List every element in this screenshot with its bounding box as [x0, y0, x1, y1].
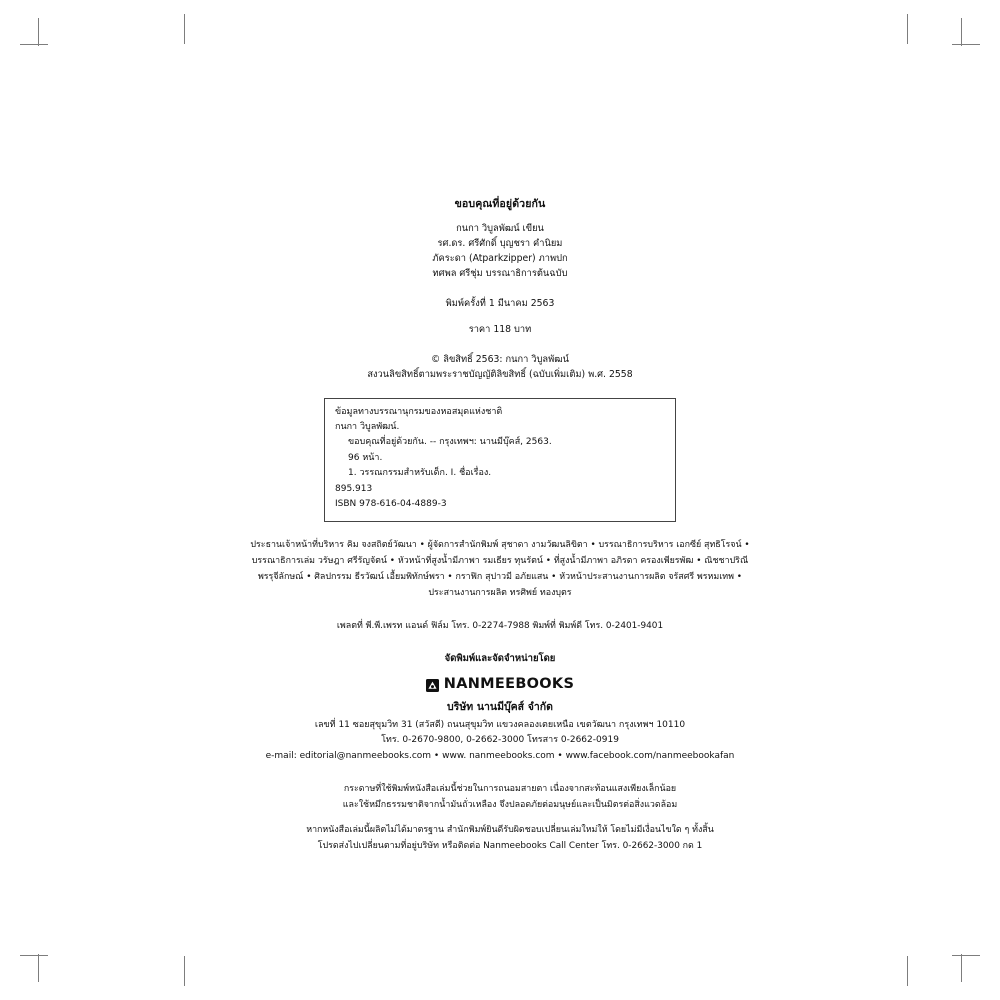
cip-heading: ข้อมูลทางบรรณานุกรมของหอสมุดแห่งชาติ — [335, 406, 503, 417]
nanmeebooks-logo-icon — [426, 679, 439, 692]
crop-mark-right-lower — [900, 956, 914, 986]
publisher-logo-wordmark: NANMEEBOOKS — [443, 676, 575, 693]
cip-title: ขอบคุณที่อยู่ด้วยกัน. -- กรุงเทพฯ: นานมีบุ๊คส์, 2563. — [348, 437, 552, 448]
footer-notes — [250, 782, 770, 854]
cip-author: กนกา วิบูลพัฒน์. — [335, 422, 400, 432]
spacer — [250, 383, 750, 398]
print-info-block — [250, 296, 750, 337]
contact-line: e-mail: editorial@nanmeebooks.com • www. nanmeebooks.com • www.facebook.com/nanmeebookafan — [265, 750, 735, 761]
plate-and-printer-line: เพลตที่ พี.พี.เพรท แอนด์ ฟิล์ม โทร. 0-2274-7988 พิมพ์ที่ พิมพ์ดี โทร. 0-2401-9401 — [336, 620, 664, 631]
credit-line: ภัคระดา (Atparkzipper) ภาพปก — [432, 253, 568, 265]
spacer — [250, 602, 750, 613]
publisher-address-block — [250, 718, 750, 764]
cip-isbn: ISBN 978-616-04-4889-3 — [335, 499, 447, 510]
credit-line: รศ.ดร. ศรีศักดิ์ บุญชรา คำนิยม — [437, 238, 563, 250]
cip-pages: 96 หน้า. — [348, 452, 383, 463]
guarantee-note-line: โปรดส่งไปเปลี่ยนตามที่อยู่บริษัท หรือติดต่อ Nanmeebooks Call Center โทร. 0-2662-3000 กด 1 — [317, 840, 703, 851]
imprint-content — [250, 196, 750, 855]
copyright-block — [250, 352, 750, 382]
address-line: เลขที่ 11 ซอยสุขุมวิท 31 (สวัสดี) ถนนสุขุมวิท แขวงคลองเตยเหนือ เขตวัฒนา กรุงเทพฯ 10110 — [314, 719, 686, 730]
spacer — [250, 337, 750, 352]
staff-credits-paragraph: ประธานเจ้าหน้าที่บริหาร คิม จงสถิตย์วัฒนา • ผู้จัดการสำนักพิมพ์ สุชาดา งามวัฒนลิขิตา • บรรณาธิการบริหาร เอกซีย์ สุทธิโรจน์ • บรรณาธิการเล่ม วรัษฎา ศรีรัญจัตน์ • หัวหน้าที่สูงน้ำมีภาพา รมเธียร ทุนรัตน์ • ที่สูงน้ำมีภาพา อภิรดา ครองเพียรพัฒ • ณิชชาปริณี พรรุจีลักษณ์ • ศิลปกรรม ธีรวัฒน์ เอื้ยมพิทักษ์พรา • กราฟิก สุปาวมี อภัยแสน • หัวหน้าประสานงานการผลิต จรัสศรี พรหมเทพ • ประสานงานการผลิต ทรศิพย์ ทองบุตร — [250, 539, 750, 599]
credits-block — [250, 221, 750, 281]
spacer — [250, 281, 750, 296]
credit-line: กนกา วิบูลพัฒน์ เขียน — [456, 223, 544, 235]
crop-mark-bottom-center — [178, 956, 192, 986]
crop-mark-top-right — [940, 18, 980, 58]
paper-note-line: กระดาษที่ใช้พิมพ์หนังสือเล่มนี้ช่วยในการถนอมสายตา เนื่องจากสะท้อนแสงเพียงเล็กน้อย — [343, 784, 677, 795]
copyright-line: © ลิขสิทธิ์ 2563: กนกา วิบูลพัฒน์ — [431, 354, 569, 366]
book-title: ขอบคุณที่อยู่ด้วยกัน — [454, 198, 546, 210]
crop-mark-top-center — [178, 14, 192, 44]
credit-line: ทศพล ศรีชุ่ม บรรณาธิการต้นฉบับ — [432, 268, 568, 280]
publisher-logo — [250, 673, 750, 696]
guarantee-note-line: หากหนังสือเล่มนี้ผลิตไม่ได้มาตรฐาน สำนักพิมพ์ยินดีรับผิดชอบเปลี่ยนเล่มใหม่ให้ โดยไม่มีเงื่อนไขใด ๆ ทั้งสิ้น — [306, 825, 714, 835]
crop-mark-bottom-left — [20, 942, 60, 982]
publisher-heading: จัดพิมพ์และจัดจำหน่ายโดย — [444, 653, 556, 665]
cip-subject: 1. วรรณกรรมสำหรับเด็ก. I. ชื่อเรื่อง. — [348, 468, 492, 479]
phone-line: โทร. 0-2670-9800, 0-2662-3000 โทรสาร 0-2662-0919 — [381, 735, 619, 746]
spacer — [250, 522, 750, 537]
crop-mark-right-upper — [900, 14, 914, 44]
publisher-company-name: บริษัท นานมีบุ๊คส์ จำกัด — [447, 700, 553, 713]
crop-mark-top-left — [20, 18, 60, 58]
cip-ddc: 895.913 — [335, 483, 373, 494]
spacer — [250, 814, 770, 823]
crop-mark-bottom-right — [940, 942, 980, 982]
copyright-reserved-line: สงวนลิขสิทธิ์ตามพระราชบัญญัติลิขสิทธิ์ (ฉบับเพิ่มเติม) พ.ศ. 2558 — [367, 369, 633, 381]
spacer — [250, 311, 750, 322]
price: ราคา 118 บาท — [468, 324, 532, 336]
print-edition: พิมพ์ครั้งที่ 1 มีนาคม 2563 — [445, 298, 555, 310]
paper-note-line: และใช้หมึกธรรมชาติจากน้ำมันถั่วเหลือง จึงปลอดภัยต่อมนุษย์และเป็นมิตรต่อสิ่งแวดล้อม — [342, 800, 678, 811]
cip-data-box — [324, 398, 676, 522]
